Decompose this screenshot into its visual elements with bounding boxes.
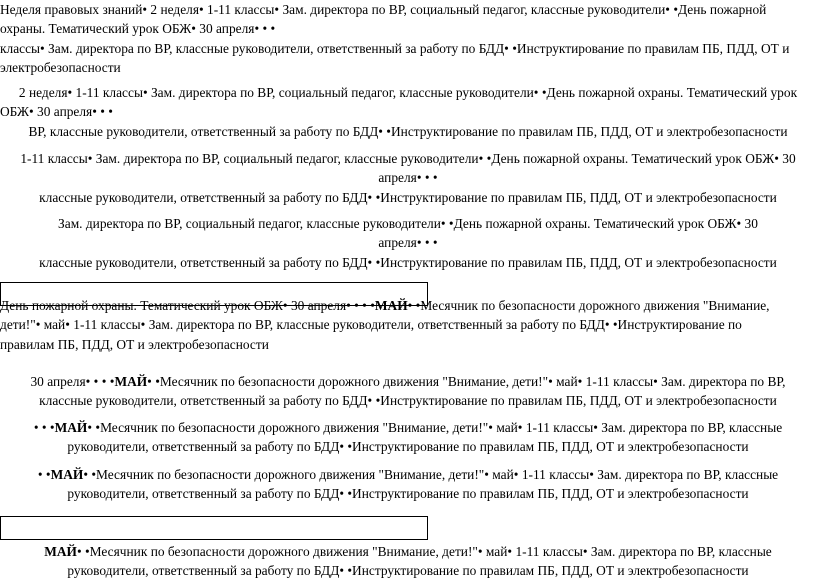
- text-line: МАЙ• •Месячник по безопасности дорожного движения "Внимание, дети!"• май• 1-11 классы• Зам. директора по ВР, классные: [44, 544, 772, 559]
- text-line: руководители, ответственный за работу по БДД• •Инструктирование по правилам ПБ, ПДД, ОТ и электробезопасности: [67, 563, 749, 579]
- text-line: руководители, ответственный за работу по БДД• •Инструктирование по правилам ПБ, ПДД, ОТ и электробезопасности: [67, 486, 749, 502]
- text-line: классные руководители, ответственный за работу по БДД• •Инструктирование по правилам ПБ, ПДД, ОТ и электробезопасности: [39, 254, 777, 270]
- text-block-7: [0, 418, 816, 457]
- text-line: 1-11 классы• Зам. директора по ВР, социальный педагог, классные руководители• •День пожарной охраны. Тематический урок ОБЖ• 30: [20, 151, 796, 166]
- text-block-3: [0, 149, 816, 207]
- text-line: 30 апреля• • • •МАЙ• •Месячник по безопасности дорожного движения "Внимание, дети!"• май• 1-11 классы• Зам. директора по ВР,: [30, 374, 786, 389]
- text-line: День пожарной охраны. Тематический урок ОБЖ• 30 апреля• • • •МАЙ• •Месячник по безопасности дорожного движения "Внимание,: [0, 298, 770, 313]
- text-line: Неделя правовых знаний• 2 неделя• 1-11 классы• Зам. директора по ВР, социальный педагог, классные руководители• •День пожарной: [0, 2, 767, 17]
- text-block-4: [0, 214, 816, 272]
- text-line: электробезопасности: [0, 60, 121, 76]
- text-block-5: [0, 296, 816, 354]
- text-block-9: [0, 542, 816, 581]
- text-block-2: [0, 83, 816, 141]
- text-line: апреля• • •: [378, 170, 438, 186]
- text-line: 2 неделя• 1-11 классы• Зам. директора по ВР, социальный педагог, классные руководители• •День пожарной охраны. Тематический урок: [18, 85, 798, 100]
- text-line: • •МАЙ• •Месячник по безопасности дорожного движения "Внимание, дети!"• май• 1-11 классы• Зам. директора по ВР, классные: [37, 467, 779, 482]
- text-line: Зам. директора по ВР, социальный педагог, классные руководители• •День пожарной охраны. Тематический урок ОБЖ• 30: [58, 216, 758, 231]
- text-line: классы• Зам. директора по ВР, классные руководители, ответственный за работу по БДД• •Инструктирование по правилам ПБ, ПДД, ОТ и: [0, 40, 790, 56]
- text-line: классные руководители, ответственный за работу по БДД• •Инструктирование по правилам ПБ, ПДД, ОТ и электробезопасности: [39, 393, 777, 409]
- text-block-1: [0, 0, 816, 78]
- text-line: ВР, классные руководители, ответственный за работу по БДД• •Инструктирование по правилам ПБ, ПДД, ОТ и электробезопасности: [28, 123, 788, 139]
- text-line: апреля• • •: [378, 235, 438, 251]
- text-line: правилам ПБ, ПДД, ОТ и электробезопасности: [0, 336, 269, 352]
- empty-table-cell: [0, 516, 428, 540]
- text-line: охраны. Тематический урок ОБЖ• 30 апреля• • •: [0, 21, 276, 37]
- text-block-6: [0, 372, 816, 411]
- text-line: руководители, ответственный за работу по БДД• •Инструктирование по правилам ПБ, ПДД, ОТ и электробезопасности: [67, 439, 749, 455]
- text-line: ОБЖ• 30 апреля• • •: [0, 104, 113, 120]
- text-block-8: [0, 465, 816, 504]
- text-line: • • •МАЙ• •Месячник по безопасности дорожного движения "Внимание, дети!"• май• 1-11 классы• Зам. директора по ВР, классные: [33, 420, 783, 435]
- text-line: классные руководители, ответственный за работу по БДД• •Инструктирование по правилам ПБ, ПДД, ОТ и электробезопасности: [39, 189, 777, 205]
- text-line: дети!"• май• 1-11 классы• Зам. директора по ВР, классные руководители, ответственный за работу по БДД• •Инструктирование по: [0, 317, 742, 333]
